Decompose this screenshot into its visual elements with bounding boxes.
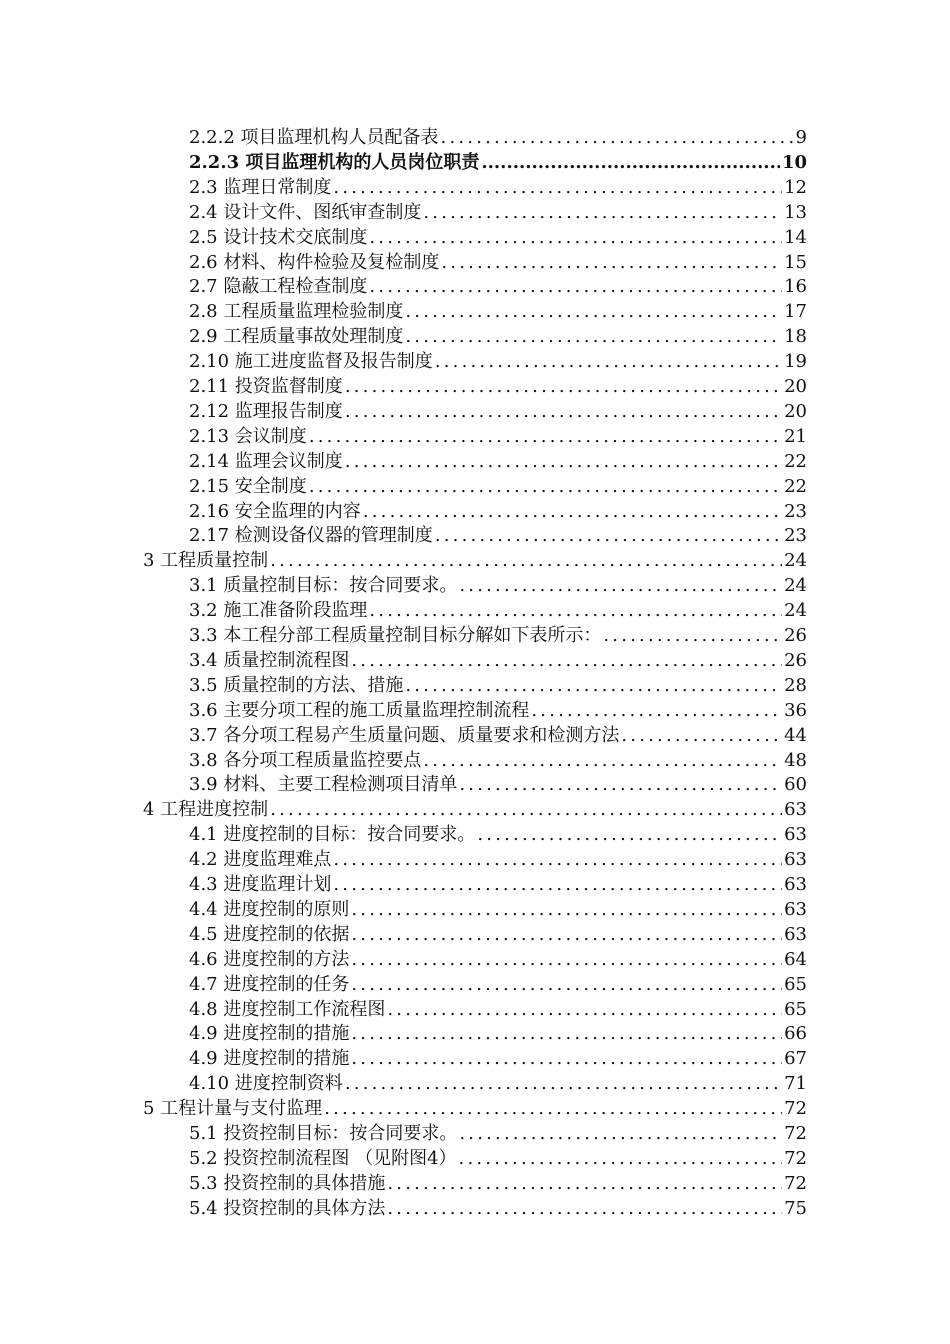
toc-entry-title: 4.1 进度控制的目标：按合同要求。 bbox=[189, 824, 476, 846]
toc-leader-dots bbox=[345, 451, 782, 473]
toc-entry[interactable] bbox=[189, 1045, 807, 1070]
toc-leader-dots bbox=[369, 227, 782, 249]
toc-leader-dots bbox=[387, 1198, 782, 1220]
toc-entry-page-number: 72 bbox=[784, 1098, 807, 1120]
toc-entry-page-number: 9 bbox=[795, 127, 807, 148]
toc-entry[interactable] bbox=[189, 298, 807, 323]
toc-entry[interactable] bbox=[189, 273, 807, 298]
toc-entry-page-number: 63 bbox=[784, 898, 807, 920]
toc-entry[interactable] bbox=[189, 199, 807, 224]
toc-entry-page-number: 23 bbox=[784, 525, 807, 547]
toc-entry-title: 2.2.3 项目监理机构的人员岗位职责 bbox=[189, 151, 480, 173]
toc-entry-page-number: 63 bbox=[784, 849, 807, 871]
toc-leader-dots bbox=[459, 1123, 782, 1145]
toc-leader-dots bbox=[387, 1173, 782, 1195]
toc-entry-title: 5 工程计量与支付监理 bbox=[143, 1098, 323, 1120]
toc-entry[interactable] bbox=[189, 473, 807, 498]
toc-entry-page-number: 63 bbox=[784, 874, 807, 895]
toc-entry-page-number: 17 bbox=[784, 301, 807, 323]
toc-entry[interactable] bbox=[189, 871, 807, 896]
toc-leader-dots bbox=[270, 799, 782, 821]
toc-leader-dots bbox=[405, 301, 782, 323]
toc-leader-dots bbox=[351, 650, 782, 672]
toc-entry-page-number: 13 bbox=[784, 201, 807, 223]
toc-entry[interactable] bbox=[189, 448, 807, 473]
toc-entry-page-number: 22 bbox=[784, 450, 807, 472]
toc-entry-page-number: 10 bbox=[781, 151, 807, 173]
toc-leader-dots bbox=[387, 999, 782, 1021]
toc-entry[interactable] bbox=[189, 846, 807, 871]
toc-entry[interactable] bbox=[189, 224, 807, 249]
toc-leader-dots bbox=[369, 600, 782, 622]
toc-entry-title: 3.2 施工准备阶段监理 bbox=[189, 600, 368, 622]
toc-entry-title: 4.7 进度控制的任务 bbox=[189, 973, 350, 995]
toc-entry-title: 4.8 进度控制工作流程图 bbox=[189, 998, 386, 1020]
toc-entry-title: 2.3 监理日常制度 bbox=[189, 176, 332, 198]
toc-entry-title: 2.2.2 项目监理机构人员配备表 bbox=[189, 127, 439, 148]
toc-entry-page-number: 72 bbox=[784, 1172, 807, 1194]
toc-entry[interactable] bbox=[189, 971, 807, 996]
toc-entry[interactable] bbox=[143, 796, 807, 821]
toc-entry-page-number: 22 bbox=[784, 475, 807, 497]
toc-entry[interactable] bbox=[189, 921, 807, 946]
toc-entry[interactable] bbox=[189, 597, 807, 622]
toc-leader-dots bbox=[333, 874, 782, 896]
toc-entry-title: 2.13 会议制度 bbox=[189, 425, 307, 447]
toc-entry[interactable] bbox=[189, 373, 807, 398]
toc-entry-title: 5.1 投资控制目标：按合同要求。 bbox=[189, 1123, 458, 1144]
toc-entry-page-number: 67 bbox=[784, 1048, 807, 1070]
toc-entry-title: 2.14 监理会议制度 bbox=[189, 450, 343, 472]
toc-entry-title: 2.15 安全制度 bbox=[189, 475, 307, 497]
toc-entry[interactable] bbox=[189, 821, 807, 846]
toc-entry-page-number: 44 bbox=[784, 724, 807, 746]
toc-entry[interactable] bbox=[189, 996, 807, 1021]
toc-entry-page-number: 66 bbox=[784, 1023, 807, 1045]
toc-entry-title: 2.11 投资监督制度 bbox=[189, 376, 343, 397]
toc-entry-page-number: 63 bbox=[784, 824, 807, 846]
toc-leader-dots bbox=[324, 1098, 782, 1120]
toc-entry-page-number: 24 bbox=[784, 575, 807, 597]
toc-leader-dots bbox=[351, 1023, 782, 1045]
toc-entry[interactable] bbox=[189, 174, 807, 199]
toc-entry-title: 3 工程质量控制 bbox=[143, 550, 269, 572]
toc-entry[interactable] bbox=[189, 1195, 807, 1220]
toc-entry-title: 2.7 隐蔽工程检查制度 bbox=[189, 276, 368, 298]
toc-entry-title: 3.1 质量控制目标：按合同要求。 bbox=[189, 575, 458, 597]
toc-entry[interactable] bbox=[189, 647, 807, 672]
toc-entry-page-number: 24 bbox=[784, 600, 807, 622]
toc-entry[interactable] bbox=[189, 722, 807, 747]
toc-entry[interactable] bbox=[189, 522, 807, 547]
toc-entry[interactable] bbox=[189, 149, 807, 174]
toc-entry[interactable] bbox=[189, 1070, 807, 1095]
toc-leader-dots bbox=[423, 202, 782, 224]
toc-entry-title: 5.4 投资控制的具体方法 bbox=[189, 1197, 386, 1219]
toc-entry[interactable] bbox=[189, 572, 807, 597]
toc-entry-title: 3.7 各分项工程易产生质量问题、质量要求和检测方法 bbox=[189, 724, 620, 746]
toc-entry-title: 2.9 工程质量事故处理制度 bbox=[189, 326, 404, 348]
toc-entry-page-number: 12 bbox=[784, 176, 807, 198]
toc-leader-dots bbox=[351, 1048, 782, 1070]
toc-entry[interactable] bbox=[189, 124, 807, 149]
toc-entry[interactable] bbox=[189, 697, 807, 722]
toc-entry-title: 4.3 进度监理计划 bbox=[189, 874, 332, 895]
toc-entry-page-number: 48 bbox=[784, 749, 807, 771]
toc-leader-dots bbox=[345, 1073, 782, 1095]
toc-entry[interactable] bbox=[189, 249, 807, 274]
toc-entry-page-number: 65 bbox=[784, 998, 807, 1020]
toc-entry-title: 2.16 安全监理的内容 bbox=[189, 500, 361, 522]
toc-entry[interactable] bbox=[189, 323, 807, 348]
toc-leader-dots bbox=[435, 525, 782, 547]
toc-entry-title: 5.3 投资控制的具体措施 bbox=[189, 1172, 386, 1194]
toc-entry-title: 3.8 各分项工程质量监控要点 bbox=[189, 749, 422, 771]
toc-leader-dots bbox=[459, 575, 782, 597]
toc-entry-title: 4.9 进度控制的措施 bbox=[189, 1048, 350, 1070]
toc-leader-dots bbox=[345, 376, 782, 398]
toc-leader-dots bbox=[369, 276, 782, 298]
toc-entry[interactable] bbox=[189, 1170, 807, 1195]
toc-entry-page-number: 72 bbox=[784, 1123, 807, 1144]
toc-entry[interactable] bbox=[189, 896, 807, 921]
toc-entry-page-number: 60 bbox=[784, 774, 807, 796]
toc-entry-title: 3.3 本工程分部工程质量控制目标分解如下表所示： bbox=[189, 625, 602, 646]
toc-entry-page-number: 64 bbox=[784, 948, 807, 970]
toc-entry-title: 4 工程进度控制 bbox=[143, 799, 269, 821]
toc-leader-dots bbox=[531, 700, 782, 722]
toc-entry[interactable] bbox=[189, 423, 807, 448]
toc-leader-dots bbox=[309, 426, 782, 448]
toc-entry-page-number: 26 bbox=[784, 625, 807, 646]
toc-entry-page-number: 21 bbox=[784, 425, 807, 447]
toc-entry-page-number: 65 bbox=[784, 973, 807, 995]
toc-entry-title: 2.10 施工进度监督及报告制度 bbox=[189, 351, 433, 373]
toc-leader-dots bbox=[459, 1148, 783, 1170]
toc-entry-title: 4.2 进度监理难点 bbox=[189, 849, 332, 871]
toc-entry-title: 2.5 设计技术交底制度 bbox=[189, 226, 368, 248]
toc-entry[interactable] bbox=[189, 771, 807, 796]
toc-entry[interactable] bbox=[189, 747, 807, 772]
toc-leader-dots bbox=[435, 351, 782, 373]
toc-entry-title: 4.6 进度控制的方法 bbox=[189, 948, 350, 970]
toc-leader-dots bbox=[441, 127, 794, 149]
toc-leader-dots bbox=[363, 501, 782, 523]
toc-entry[interactable] bbox=[189, 1020, 807, 1045]
toc-entry-title: 4.10 进度控制资料 bbox=[189, 1073, 343, 1095]
toc-entry[interactable] bbox=[143, 547, 807, 572]
toc-leader-dots bbox=[477, 824, 782, 846]
toc-entry-title: 2.4 设计文件、图纸审查制度 bbox=[189, 201, 422, 223]
toc-entry[interactable] bbox=[189, 348, 807, 373]
toc-entry-page-number: 75 bbox=[784, 1197, 807, 1219]
toc-entry-title: 2.12 监理报告制度 bbox=[189, 400, 343, 422]
toc-entry-page-number: 15 bbox=[784, 251, 807, 273]
toc-entry-title: 3.9 材料、主要工程检测项目清单 bbox=[189, 774, 458, 796]
toc-entry[interactable] bbox=[189, 1145, 807, 1170]
toc-leader-dots bbox=[345, 401, 782, 423]
toc-entry[interactable] bbox=[189, 622, 807, 647]
toc-entry-page-number: 23 bbox=[784, 500, 807, 522]
toc-leader-dots bbox=[309, 476, 782, 498]
toc-entry-title: 2.17 检测设备仪器的管理制度 bbox=[189, 525, 433, 547]
toc-entry-page-number: 26 bbox=[784, 649, 807, 671]
toc-leader-dots bbox=[405, 326, 782, 348]
toc-entry-title: 4.4 进度控制的原则 bbox=[189, 898, 350, 920]
toc-leader-dots bbox=[270, 550, 782, 572]
toc-leader-dots bbox=[351, 974, 782, 996]
toc-leader-dots bbox=[441, 252, 782, 274]
toc-leader-dots bbox=[423, 750, 782, 772]
toc-entry-page-number: 20 bbox=[784, 376, 807, 397]
toc-entry-page-number: 71 bbox=[784, 1073, 807, 1095]
toc-entry-page-number: 63 bbox=[784, 923, 807, 945]
toc-entry-page-number: 63 bbox=[784, 799, 807, 821]
toc-entry[interactable] bbox=[189, 672, 807, 697]
toc-entry-page-number: 24 bbox=[784, 550, 807, 572]
toc-entry-page-number: 18 bbox=[784, 326, 807, 348]
toc-entry-title: 2.6 材料、构件检验及复检制度 bbox=[189, 251, 440, 273]
toc-entry-page-number: 28 bbox=[784, 674, 807, 696]
toc-entry-title: 3.6 主要分项工程的施工质量监理控制流程 bbox=[189, 699, 530, 721]
toc-entry-title: 2.8 工程质量监理检验制度 bbox=[189, 301, 404, 323]
toc-leader-dots bbox=[405, 675, 782, 697]
toc-entry-page-number: 14 bbox=[784, 226, 807, 248]
toc-entry-page-number: 19 bbox=[784, 351, 807, 373]
toc-entry-title: 3.4 质量控制流程图 bbox=[189, 649, 350, 671]
toc-leader-dots bbox=[351, 924, 782, 946]
toc-entry-page-number: 36 bbox=[784, 699, 807, 721]
toc-entry-title: 3.5 质量控制的方法、措施 bbox=[189, 674, 404, 696]
toc-entry-page-number: 20 bbox=[784, 400, 807, 422]
toc-leader-dots bbox=[333, 849, 782, 871]
toc-entry-title: 4.9 进度控制的措施 bbox=[189, 1023, 350, 1045]
toc-leader-dots bbox=[459, 774, 782, 796]
toc-entry-page-number: 16 bbox=[784, 276, 807, 298]
toc-entry[interactable] bbox=[143, 1095, 807, 1120]
toc-leader-dots bbox=[603, 625, 782, 647]
toc-entry-title: 4.5 进度控制的依据 bbox=[189, 923, 350, 945]
toc-leader-dots bbox=[351, 949, 782, 971]
toc-entry-page-number: 72 bbox=[784, 1147, 807, 1169]
toc-entry[interactable] bbox=[189, 398, 807, 423]
toc-entry[interactable] bbox=[189, 946, 807, 971]
toc-entry-title: 5.2 投资控制流程图 （见附图4） bbox=[189, 1147, 457, 1169]
toc-leader-dots bbox=[481, 152, 780, 174]
toc-leader-dots bbox=[351, 899, 782, 921]
toc-entry[interactable] bbox=[189, 1120, 807, 1145]
toc-entry[interactable] bbox=[189, 498, 807, 523]
toc-leader-dots bbox=[621, 725, 782, 747]
toc-leader-dots bbox=[333, 177, 782, 199]
